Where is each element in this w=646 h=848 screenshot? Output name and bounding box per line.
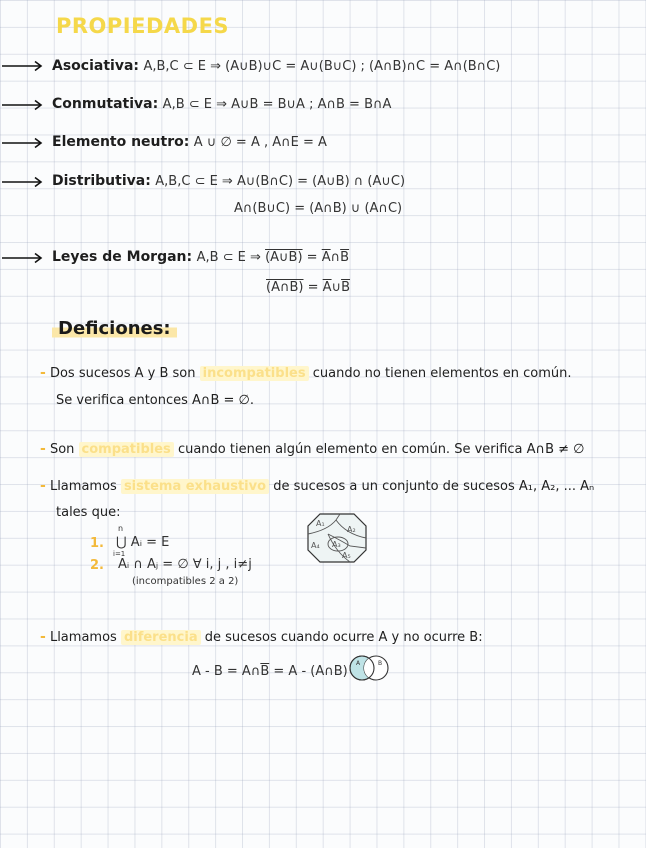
formula: A,B,C ⊂ E ⇒ A∪(B∩C) = (A∪B) ∩ (A∪C) [155, 174, 406, 189]
formula-complement-a: $\overline{A}$ [322, 280, 332, 295]
formula-suffix: = A - (A∩B) [269, 664, 348, 679]
highlighted-term: incompatibles [200, 366, 309, 381]
term-label: Distributiva: [52, 173, 151, 189]
region-label: A₃ [332, 540, 341, 549]
condition-union: ⋃ Aᵢ = E [116, 535, 170, 550]
formula-complement-b: $\overline{B}$ [340, 250, 350, 265]
bullet-dash: - [40, 478, 46, 494]
formula-equals: = [302, 250, 322, 265]
region-label: A₁ [316, 519, 325, 528]
section-heading: Deficiones: [52, 318, 177, 339]
definition-line-2: Se verifica entonces A∩B = ∅. [56, 393, 254, 408]
highlighted-term: diferencia [121, 630, 201, 645]
union-upper-limit: n [118, 524, 124, 533]
formula-equals: = [303, 280, 323, 295]
property-conmutativa [52, 96, 391, 112]
formula-overline: (A∪B) [265, 250, 303, 265]
arrow-icon [2, 252, 44, 264]
arrow-icon [2, 176, 44, 188]
formula-overline: (A∩B) [266, 280, 304, 295]
difference-formula [192, 660, 348, 679]
formula: A,B,C ⊂ E ⇒ (A∪B)∪C = A∪(B∪C) ; (A∩B)∩C = A∩(B∩C) [143, 59, 501, 74]
formula-operator: ∩ [330, 250, 341, 265]
condition-intersection: Aᵢ ∩ Aⱼ = ∅ ∀ i, j , i≠j [118, 557, 252, 572]
morgan-line-2 [266, 276, 350, 295]
text-post: de sucesos cuando ocurre A y no ocurre B: [204, 630, 483, 645]
union-lower-limit: i=1 [113, 550, 126, 558]
definition-compatibles [40, 441, 584, 457]
definition-diferencia [40, 629, 483, 645]
bullet-dash: - [40, 629, 46, 645]
formula: A ∪ ∅ = A , A∩E = A [193, 135, 327, 150]
highlighted-term: compatibles [79, 442, 174, 457]
partition-diagram [306, 512, 368, 564]
arrow-icon [2, 137, 44, 149]
text-pre: Son [49, 442, 75, 457]
term-label: Leyes de Morgan: [52, 249, 193, 265]
text-pre: Llamamos [49, 630, 117, 645]
venn-diagram [346, 654, 392, 682]
arrow-icon [2, 60, 44, 72]
text-pre: Llamamos [49, 479, 117, 494]
definition-line-2: tales que: [56, 505, 121, 520]
text-post: cuando tienen algún elemento en común. Se verifica A∩B ≠ ∅ [177, 442, 585, 457]
condition-number: 2. [90, 558, 104, 573]
text-post: de sucesos a un conjunto de sucesos A₁, A₂, ... Aₙ [273, 479, 595, 494]
bullet-dash: - [40, 365, 46, 381]
page-title: PROPIEDADES [56, 14, 230, 38]
definition-sistema-exhaustivo [40, 478, 594, 494]
bullet-dash: - [40, 441, 46, 457]
region-label: A₅ [342, 551, 351, 560]
definition-incompatibles [40, 365, 572, 381]
formula: A,B ⊂ E ⇒ A∪B = B∪A ; A∩B = B∩A [162, 97, 392, 112]
property-asociativa [52, 58, 500, 74]
term-label: Asociativa: [52, 58, 139, 74]
term-label: Elemento neutro: [52, 134, 190, 150]
property-morgan [52, 249, 349, 265]
arrow-icon [2, 99, 44, 111]
property-elemento-neutro [52, 134, 327, 150]
formula-complement-a: $\overline{A}$ [321, 250, 331, 265]
formula-operator: ∪ [331, 280, 342, 295]
formula-complement-b: $\overline{B}$ [341, 280, 350, 295]
formula-prefix: A,B ⊂ E ⇒ [196, 250, 266, 265]
text-post: cuando no tienen elementos en común. [312, 366, 572, 381]
formula-complement: $\overline{B}$ [260, 664, 270, 679]
region-label: A₂ [347, 525, 356, 534]
highlighted-term: sistema exhaustivo [121, 479, 269, 494]
venn-label-a: A [356, 660, 361, 667]
venn-label-b: B [378, 660, 383, 667]
condition-note: (incompatibles 2 a 2) [132, 576, 239, 587]
text-pre: Dos sucesos A y B son [49, 366, 196, 381]
condition-number: 1. [90, 536, 104, 551]
property-distributiva [52, 173, 405, 189]
region-label: A₄ [311, 541, 320, 550]
formula-prefix: A - B = A∩ [192, 664, 261, 679]
term-label: Conmutativa: [52, 96, 159, 112]
formula-line-2: A∩(B∪C) = (A∩B) ∪ (A∩C) [234, 201, 403, 216]
